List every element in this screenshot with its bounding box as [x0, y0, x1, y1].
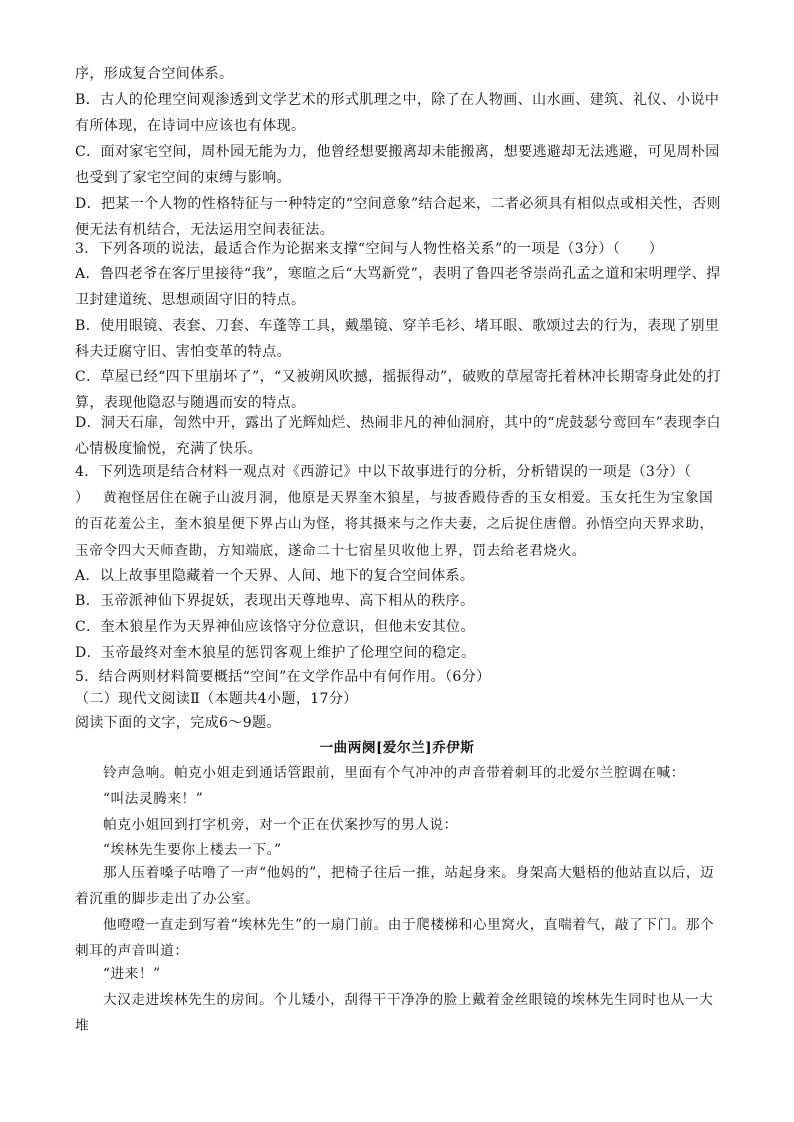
story-paragraph: 帕克小姐回到打字机旁，对一个正在伏案抄写的男人说： [103, 817, 458, 833]
story-paragraph: 大汉走进埃林先生的房间。个儿矮小，刮得干干净净的脸上戴着金丝眼镜的埃林先生同时也从一大堆 [75, 992, 714, 1035]
text-line: 序，形成复合空间体系。 [75, 66, 234, 82]
story-paragraph: 铃声急响。帕克小姐走到通话管跟前，里面有个气冲冲的声音带着刺耳的北爱尔兰腔调在喊： [103, 765, 685, 781]
story-paragraph: 那人压着嗓子咕噜了一声“他妈的”，把椅子往后一推，站起身来。身架高大魁梧的他站直以后，迈着沉重的脚步走出了办公室。 [75, 865, 715, 908]
question-3-option-c: C．草屋已经“四下里崩坏了”，“又被朔风吹撼，摇振得动”，破败的草屋寄托着林冲长期寄身此处的打算，表现他隐忍与随遇而安的特点。 [75, 369, 722, 412]
story-paragraph: “埃林先生要你上楼去一下。” [103, 842, 282, 858]
option-c-paragraph: C．面对家宅空间，周朴园无能为力，他曾经想要搬离却未能搬离，想要逃避却无法逃避，可见周朴园也受到了家宅空间的束缚与影响。 [75, 144, 720, 187]
question-4-option-c: C．奎木狼星作为天界神仙应该恪守分位意识，但他未安其位。 [75, 619, 475, 635]
question-4-option-a: A．以上故事里隐藏着一个天界、人间、地下的复合空间体系。 [75, 568, 475, 584]
question-3: 3．下列各项的说法，最适合作为论据来支撑“空间与人物性格关系”的一项是（3分）（ ） [75, 241, 664, 257]
story-excerpt: 黄袍怪居住在碗子山波月洞，他原是天界奎木狼星，与披香殿侍香的玉女相爱。玉女托生为宝象国的百花羞公主，奎木狼星便下界占山为怪，将其摄来与之作夫妻，之后捉住唐僧。孙悟空向天界求助，玉帝令四大天师查勘，方知端底，遂命二十七宿星贝收他上界，罚去给老君烧火。 [75, 490, 714, 559]
story-paragraph: 他噔噔一直走到写着“埃林先生”的一扇门前。由于爬楼梯和心里窝火，直喘着气，敲了下门。那个刺耳的声音叫道： [75, 917, 715, 960]
reading-instruction: 阅读下面的文字，完成6～9题。 [75, 715, 281, 731]
question-3-option-b: B．使用眼镜、表套、刀套、车蓬等工具，戴墨镜、穿羊毛衫、堵耳眼、歌颂过去的行为，表现了别里科夫迂腐守旧、害怕变革的特点。 [75, 318, 720, 361]
option-b-paragraph: B．古人的伦理空间观渗透到文学艺术的形式肌理之中，除了在人物画、山水画、建筑、礼仪、小说中有所体现，在诗词中应该也有体现。 [75, 92, 720, 135]
story-title: 一曲两阕[爱尔兰]乔伊斯 [319, 740, 475, 756]
option-d-paragraph: D．把某一个人物的性格特征与一种特定的“空间意象”结合起来，二者必须具有相似点或相关性，否则便无法有机结合，无法运用空间表征法。 [75, 196, 721, 239]
question-4-option-d: D．玉帝最终对奎木狼星的惩罚客观上维护了伦理空间的稳定。 [75, 645, 476, 661]
story-paragraph: “叫法灵腾来！” [103, 791, 204, 807]
question-5: 5．结合两则材料简要概括“空间”在文学作品中有何作用。（6分） [75, 669, 491, 685]
question-3-option-a: A．鲁四老爷在客厅里接待“我”，寒暄之后“大骂新党”，表明了鲁四老爷崇尚孔孟之道和宋明理学、捍卫封建道统、思想顽固守旧的特点。 [75, 266, 721, 309]
question-4-option-b: B．玉帝派神仙下界捉妖，表现出天尊地卑、高下相从的秩序。 [75, 593, 475, 609]
section-heading: （二）现代文阅读Ⅱ（本题共4小题，17分） [75, 691, 358, 707]
question-4: 4．下列选项是结合材料一观点对《西游记》中以下故事进行的分析，分析错误的一项是（3分）（ ） [75, 464, 721, 507]
question-3-option-d: D．洞天石扉，訇然中开，露出了光辉灿烂、热闹非凡的神仙洞府，其中的“虎鼓瑟兮鸾回车”表现李白心情极度愉悦，充满了快乐。 [75, 415, 721, 458]
story-paragraph: “进来！” [103, 966, 161, 982]
